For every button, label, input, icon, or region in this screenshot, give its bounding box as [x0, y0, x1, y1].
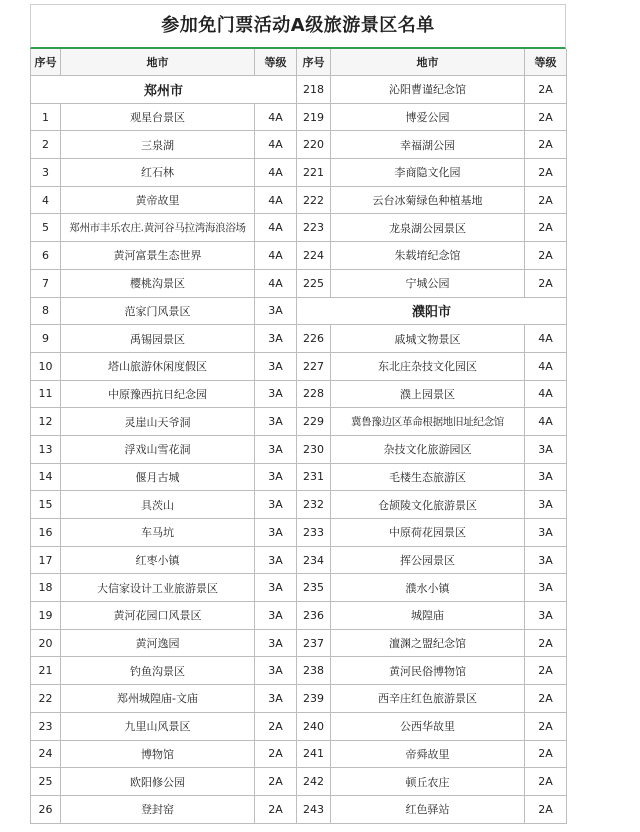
spot-grade: 4A	[255, 242, 297, 269]
spot-grade: 4A	[255, 187, 297, 214]
spot-name: 观星台景区	[61, 104, 255, 131]
row-number: 239	[297, 685, 331, 712]
spot-name: 红石林	[61, 159, 255, 186]
spot-grade: 2A	[525, 630, 567, 657]
spot-grade: 3A	[255, 408, 297, 435]
row-number: 229	[297, 408, 331, 435]
spot-grade: 4A	[525, 325, 567, 352]
spot-grade: 2A	[525, 270, 567, 297]
spot-grade: 3A	[525, 464, 567, 491]
table-row	[31, 491, 297, 519]
spot-name: 塔山旅游休闲度假区	[61, 353, 255, 380]
header-city: 地市	[61, 49, 255, 75]
row-number: 238	[297, 657, 331, 684]
spot-grade: 3A	[255, 325, 297, 352]
spot-name: 范家门风景区	[61, 298, 255, 325]
row-number: 231	[297, 464, 331, 491]
spot-name: 三泉湖	[61, 131, 255, 158]
spot-name: 浮戏山雪花洞	[61, 436, 255, 463]
spot-grade: 2A	[525, 242, 567, 269]
page-title: 参加免门票活动A级旅游景区名单	[30, 4, 566, 49]
table-row	[297, 491, 567, 519]
right-rows-bottom	[297, 325, 567, 823]
spot-grade: 4A	[255, 214, 297, 241]
spot-name: 黄帝故里	[61, 187, 255, 214]
row-number: 25	[31, 768, 61, 795]
row-number: 237	[297, 630, 331, 657]
spot-name: 西辛庄红色旅游景区	[331, 685, 525, 712]
spot-grade: 2A	[525, 713, 567, 740]
row-number: 4	[31, 187, 61, 214]
row-number: 11	[31, 381, 61, 408]
spot-grade: 3A	[525, 519, 567, 546]
table-row	[297, 159, 567, 187]
row-number: 7	[31, 270, 61, 297]
row-number: 235	[297, 574, 331, 601]
row-number: 230	[297, 436, 331, 463]
table-row	[31, 214, 297, 242]
row-number: 5	[31, 214, 61, 241]
table-row	[297, 131, 567, 159]
spot-grade: 2A	[525, 768, 567, 795]
row-number: 218	[297, 76, 331, 103]
table-row	[297, 76, 567, 104]
spot-name: 樱桃沟景区	[61, 270, 255, 297]
spot-name: 濮水小镇	[331, 574, 525, 601]
table-row	[297, 104, 567, 132]
spot-grade: 2A	[255, 796, 297, 823]
spot-name: 城隍庙	[331, 602, 525, 629]
spot-name: 濮上园景区	[331, 381, 525, 408]
spot-name: 澶渊之盟纪念馆	[331, 630, 525, 657]
spot-name: 黄河富景生态世界	[61, 242, 255, 269]
spot-table	[30, 49, 566, 824]
spot-name: 毛楼生态旅游区	[331, 464, 525, 491]
spot-grade: 3A	[255, 353, 297, 380]
spot-name: 欧阳修公园	[61, 768, 255, 795]
table-row	[31, 242, 297, 270]
left-rows	[31, 104, 297, 824]
spot-grade: 2A	[525, 685, 567, 712]
spot-name: 禹锡园景区	[61, 325, 255, 352]
spot-grade: 2A	[255, 741, 297, 768]
row-number: 232	[297, 491, 331, 518]
table-row	[31, 741, 297, 769]
table-row	[297, 325, 567, 353]
row-number: 10	[31, 353, 61, 380]
row-number: 12	[31, 408, 61, 435]
spot-grade: 3A	[255, 630, 297, 657]
row-number: 23	[31, 713, 61, 740]
spot-grade: 2A	[525, 104, 567, 131]
table-row	[297, 574, 567, 602]
row-number: 20	[31, 630, 61, 657]
table-row	[31, 519, 297, 547]
row-number: 221	[297, 159, 331, 186]
spot-grade: 3A	[255, 464, 297, 491]
table-row	[31, 436, 297, 464]
spot-grade: 3A	[255, 602, 297, 629]
row-number: 243	[297, 796, 331, 823]
header-number: 序号	[31, 49, 61, 75]
row-number: 219	[297, 104, 331, 131]
spot-name: 九里山风景区	[61, 713, 255, 740]
spot-name: 中原荷花园景区	[331, 519, 525, 546]
spot-grade: 4A	[255, 270, 297, 297]
table-row	[31, 104, 297, 132]
spot-grade: 4A	[525, 381, 567, 408]
table-row	[297, 602, 567, 630]
table-row	[31, 574, 297, 602]
table-row	[297, 713, 567, 741]
section-row-zhengzhou	[31, 76, 297, 104]
row-number: 224	[297, 242, 331, 269]
spot-grade: 2A	[525, 159, 567, 186]
spot-grade: 4A	[255, 131, 297, 158]
spot-grade: 3A	[525, 547, 567, 574]
section-row-puyang	[297, 298, 567, 326]
table-row	[297, 519, 567, 547]
table-row	[31, 381, 297, 409]
spot-name: 红枣小镇	[61, 547, 255, 574]
row-number: 228	[297, 381, 331, 408]
spot-name: 大信家设计工业旅游景区	[61, 574, 255, 601]
spot-name: 具茨山	[61, 491, 255, 518]
spot-name: 云台冰菊绿色种植基地	[331, 187, 525, 214]
spot-name: 偃月古城	[61, 464, 255, 491]
spot-name: 中原豫西抗日纪念园	[61, 381, 255, 408]
table-row	[31, 768, 297, 796]
spot-grade: 4A	[525, 353, 567, 380]
row-number: 3	[31, 159, 61, 186]
table-row	[31, 353, 297, 381]
spot-name: 仓颉陵文化旅游景区	[331, 491, 525, 518]
right-rows-top	[297, 76, 567, 298]
row-number: 6	[31, 242, 61, 269]
spot-name: 登封窑	[61, 796, 255, 823]
spot-grade: 3A	[255, 298, 297, 325]
table-row	[297, 270, 567, 298]
row-number: 24	[31, 741, 61, 768]
row-number: 227	[297, 353, 331, 380]
table-row	[297, 353, 567, 381]
spot-name: 幸福湖公园	[331, 131, 525, 158]
spot-name: 宁城公园	[331, 270, 525, 297]
table-row	[297, 741, 567, 769]
table-row	[31, 270, 297, 298]
table-row	[31, 796, 297, 824]
table-row	[297, 436, 567, 464]
row-number: 15	[31, 491, 61, 518]
spot-grade: 2A	[255, 768, 297, 795]
row-number: 8	[31, 298, 61, 325]
spot-name: 挥公园景区	[331, 547, 525, 574]
left-column-group	[31, 49, 297, 824]
spot-name: 博物馆	[61, 741, 255, 768]
row-number: 16	[31, 519, 61, 546]
row-number: 18	[31, 574, 61, 601]
spot-grade: 3A	[255, 574, 297, 601]
table-row	[31, 298, 297, 326]
table-row	[31, 657, 297, 685]
row-number: 225	[297, 270, 331, 297]
table-row	[31, 408, 297, 436]
table-row	[297, 214, 567, 242]
spot-name: 郑州市丰乐农庄.黄河谷马拉湾海浪浴场	[61, 214, 255, 241]
spot-grade: 2A	[525, 187, 567, 214]
header-grade: 等级	[525, 49, 567, 75]
row-number: 14	[31, 464, 61, 491]
row-number: 240	[297, 713, 331, 740]
table-row	[31, 325, 297, 353]
header-number: 序号	[297, 49, 331, 75]
spot-name: 冀鲁豫边区革命根据地旧址纪念馆	[331, 408, 525, 435]
spot-name: 顿丘农庄	[331, 768, 525, 795]
table-row	[297, 242, 567, 270]
spot-name: 红色驿站	[331, 796, 525, 823]
section-title: 濮阳市	[297, 298, 567, 325]
table-header-row	[31, 49, 297, 76]
table-row	[31, 685, 297, 713]
spot-name: 朱载堉纪念馆	[331, 242, 525, 269]
spot-name: 黄河花园口风景区	[61, 602, 255, 629]
spot-grade: 3A	[255, 491, 297, 518]
table-header-row	[297, 49, 567, 76]
table-row	[297, 630, 567, 658]
row-number: 223	[297, 214, 331, 241]
spot-name: 灵崖山天爷洞	[61, 408, 255, 435]
row-number: 13	[31, 436, 61, 463]
table-row	[31, 159, 297, 187]
spot-name: 博爱公园	[331, 104, 525, 131]
row-number: 222	[297, 187, 331, 214]
table-row	[31, 602, 297, 630]
spot-name: 龙泉湖公园景区	[331, 214, 525, 241]
table-row	[31, 187, 297, 215]
spot-grade: 3A	[525, 436, 567, 463]
table-row	[297, 685, 567, 713]
table-row	[31, 713, 297, 741]
header-grade: 等级	[255, 49, 297, 75]
spot-name: 郑州城隍庙-文庙	[61, 685, 255, 712]
spot-grade: 3A	[255, 436, 297, 463]
header-city: 地市	[331, 49, 525, 75]
spot-name: 东北庄杂技文化园区	[331, 353, 525, 380]
row-number: 1	[31, 104, 61, 131]
table-row	[31, 547, 297, 575]
spot-grade: 3A	[255, 519, 297, 546]
spot-name: 黄河民俗博物馆	[331, 657, 525, 684]
spot-grade: 2A	[525, 214, 567, 241]
table-row	[297, 381, 567, 409]
spot-grade: 3A	[255, 381, 297, 408]
table-row	[31, 131, 297, 159]
spot-name: 沁阳曹谨纪念馆	[331, 76, 525, 103]
table-row	[31, 464, 297, 492]
spot-grade: 3A	[255, 657, 297, 684]
spot-name: 戚城文物景区	[331, 325, 525, 352]
row-number: 233	[297, 519, 331, 546]
table-row	[297, 547, 567, 575]
spot-grade: 2A	[525, 796, 567, 823]
row-number: 242	[297, 768, 331, 795]
spot-grade: 2A	[255, 713, 297, 740]
spot-grade: 3A	[525, 574, 567, 601]
table-row	[297, 768, 567, 796]
row-number: 241	[297, 741, 331, 768]
spot-grade: 3A	[525, 602, 567, 629]
spot-grade: 4A	[525, 408, 567, 435]
row-number: 19	[31, 602, 61, 629]
spot-grade: 3A	[255, 547, 297, 574]
row-number: 220	[297, 131, 331, 158]
table-row	[297, 657, 567, 685]
spot-name: 李商隐文化园	[331, 159, 525, 186]
spot-name: 钓鱼沟景区	[61, 657, 255, 684]
table-row	[31, 630, 297, 658]
section-title: 郑州市	[31, 76, 297, 103]
row-number: 236	[297, 602, 331, 629]
scenic-spot-list-sheet	[30, 4, 566, 824]
table-row	[297, 464, 567, 492]
spot-grade: 2A	[525, 76, 567, 103]
spot-name: 帝舜故里	[331, 741, 525, 768]
row-number: 22	[31, 685, 61, 712]
spot-grade: 3A	[255, 685, 297, 712]
spot-grade: 2A	[525, 741, 567, 768]
spot-name: 公西华故里	[331, 713, 525, 740]
row-number: 26	[31, 796, 61, 823]
spot-grade: 2A	[525, 131, 567, 158]
row-number: 2	[31, 131, 61, 158]
table-row	[297, 796, 567, 824]
row-number: 226	[297, 325, 331, 352]
spot-grade: 4A	[255, 104, 297, 131]
spot-name: 黄河逸园	[61, 630, 255, 657]
spot-name: 杂技文化旅游园区	[331, 436, 525, 463]
right-column-group	[297, 49, 567, 824]
row-number: 17	[31, 547, 61, 574]
spot-grade: 4A	[255, 159, 297, 186]
spot-grade: 3A	[525, 491, 567, 518]
table-row	[297, 187, 567, 215]
row-number: 9	[31, 325, 61, 352]
row-number: 234	[297, 547, 331, 574]
row-number: 21	[31, 657, 61, 684]
spot-grade: 2A	[525, 657, 567, 684]
spot-name: 车马坑	[61, 519, 255, 546]
table-row	[297, 408, 567, 436]
